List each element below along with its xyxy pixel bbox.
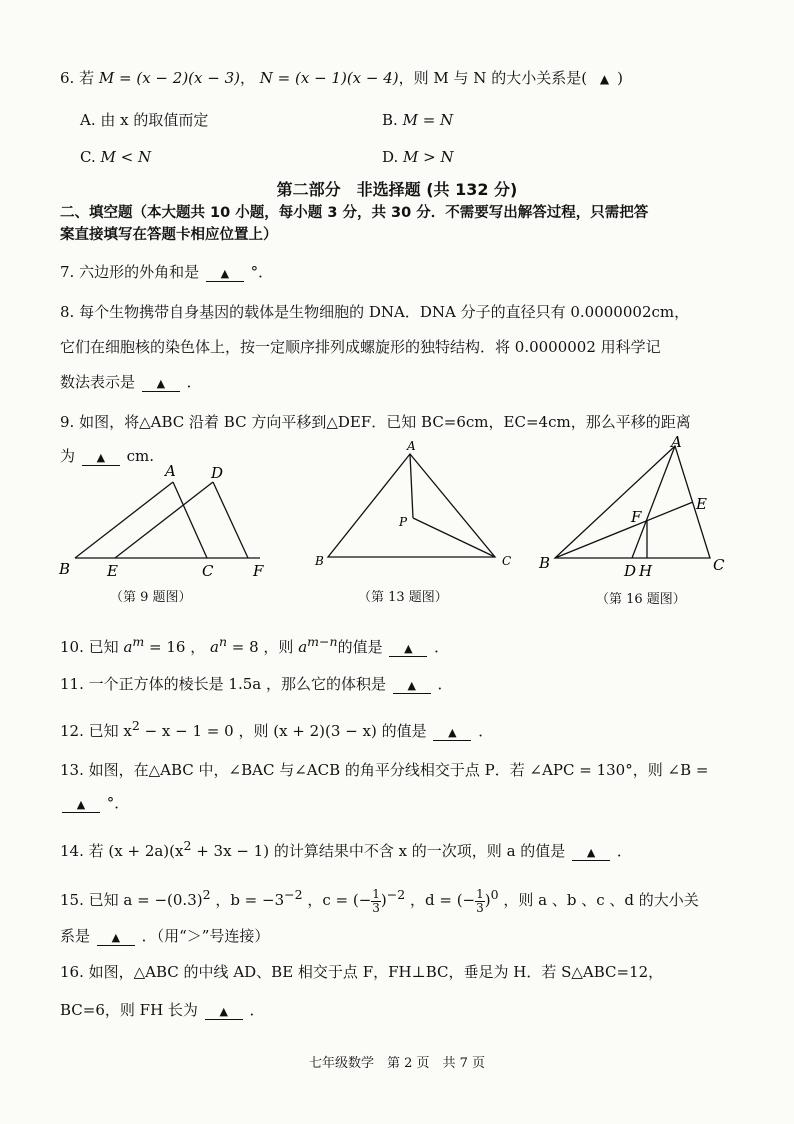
question-tail: ． xyxy=(478,722,494,740)
math-sup: n xyxy=(218,634,228,649)
segment-ba xyxy=(75,482,173,558)
math-expression: N = (x − 1)(x − 4) xyxy=(259,69,399,87)
math-expression: ，d = (− xyxy=(405,891,476,909)
label-f: F xyxy=(631,508,642,526)
question-text: 每个生物携带自身基因的载体是生物细胞的 DNA．DNA 分子的直径只有 0.0000002cm， xyxy=(79,303,690,321)
answer-blank: ▲ xyxy=(82,451,120,466)
fill-instructions-cont: 案直接填写在答题卡相应位置上） xyxy=(60,227,278,243)
question-number: 8. xyxy=(60,303,75,321)
answer-blank: ▲ xyxy=(205,1005,243,1020)
question-tail: °． xyxy=(106,794,130,812)
math-var: a xyxy=(298,638,308,656)
label-f: F xyxy=(253,562,264,580)
segment-ed xyxy=(115,482,213,558)
question-16-line-2 xyxy=(60,1000,754,1020)
math-var: a xyxy=(210,638,219,656)
question-11 xyxy=(60,674,754,694)
question-tail: cm. xyxy=(126,447,154,465)
math-sup: 2 xyxy=(183,838,192,853)
question-15: 15. 已知 $a = -(0.3)^2$ ，$b = -3^{-2}$ ，c = (− $\frac{1}{3}$ )$^{-2}$ ，d = (− $\frac{1}{3}$ )$^0$ ，则 a 、b 、c 、d 的大小关 xyxy=(60,886,699,915)
math-sup: −2 xyxy=(284,887,303,902)
question-12 xyxy=(60,716,754,741)
figure-13 xyxy=(310,440,530,580)
option-label: C. xyxy=(80,148,96,166)
caption-fig-16: （第 16 题图） xyxy=(596,592,686,607)
fraction-denominator: 3 xyxy=(476,900,484,915)
question-13-line-2 xyxy=(60,793,754,813)
question-text: 如图，将△ABC 沿着 BC 方向平移到△DEF．已知 BC=6cm，EC=4cm，那么平移的距离 xyxy=(79,413,691,431)
fraction xyxy=(371,888,381,915)
question-8-line-3 xyxy=(60,372,754,392)
label-c: C xyxy=(713,556,725,574)
question-number: 12. xyxy=(60,722,84,740)
math-expression: M = (x − 2)(x − 3) xyxy=(98,69,240,87)
question-text: 的值是 xyxy=(337,638,383,656)
triangle-abc xyxy=(555,446,710,558)
label-d: D xyxy=(211,464,224,482)
question-number: 14. xyxy=(60,842,84,860)
option-label: A. xyxy=(80,111,96,129)
question-text: 如图，在△ABC 中，∠BAC 与∠ACB 的角平分线相交于点 P．若 ∠APC = 130°，则 ∠B = xyxy=(88,761,709,779)
question-6 xyxy=(60,68,754,89)
answer-blank: ▲ xyxy=(389,642,427,657)
label-e: E xyxy=(107,562,118,580)
option-label: B. xyxy=(382,111,398,129)
question-text: 六边形的外角和是 xyxy=(79,263,200,281)
fraction-denominator: 3 xyxy=(372,900,380,915)
fraction xyxy=(475,888,485,915)
question-text: 已知 xyxy=(88,638,119,656)
option-d xyxy=(382,147,454,167)
math-sup: −2 xyxy=(386,887,406,902)
question-tail: ． xyxy=(437,675,453,693)
question-text: ，则 M 与 N 的大小关系是( xyxy=(398,69,588,87)
question-8-line-2: 它们在细胞核的染色体上，按一定顺序排列成螺旋形的独特结构．将 0.0000002 用科学记 xyxy=(60,338,661,356)
question-tail: ． xyxy=(186,373,202,391)
option-text: M < N xyxy=(100,148,152,166)
question-tail: ．（用“＞”号连接） xyxy=(141,927,270,945)
question-tail: ． xyxy=(434,638,450,656)
question-text: + 3x − 1) 的计算结果中不含 x 的一次项，则 a 的值是 xyxy=(191,842,566,860)
option-text: M > N xyxy=(403,148,454,166)
caption-fig-13: （第 13 题图） xyxy=(358,590,448,605)
question-number: 6. xyxy=(60,69,75,87)
math-var: a xyxy=(123,638,133,656)
question-tail: °． xyxy=(250,263,274,281)
question-number: 10. xyxy=(60,638,84,656)
question-15-line-2 xyxy=(60,926,754,946)
page-footer: 七年级数学 第 2 页 共 7 页 xyxy=(308,1056,486,1071)
question-text: 已知 x xyxy=(88,722,132,740)
fraction-numerator: 1 xyxy=(372,886,380,901)
segment-df xyxy=(213,482,248,558)
label-c: C xyxy=(202,562,214,580)
triangle-abc xyxy=(328,454,495,557)
label-h: H xyxy=(639,562,653,580)
question-number: 9. xyxy=(60,413,75,431)
math-sup: m−n xyxy=(307,634,338,649)
math-sup: m xyxy=(132,634,145,649)
figure-16 xyxy=(535,432,735,582)
separator: ， xyxy=(239,69,255,87)
option-b xyxy=(382,110,453,130)
math-expression: ，b = −3 xyxy=(210,891,285,909)
question-number: 11. xyxy=(60,675,84,693)
answer-blank: ▲ xyxy=(393,679,431,694)
question-number: 16. xyxy=(60,963,84,981)
question-text: − x − 1 = 0 ，则 (x + 2)(3 − x) 的值是 xyxy=(139,722,427,740)
segment-ap xyxy=(410,454,413,518)
question-7 xyxy=(60,262,754,282)
math-expression: 已知 a = −(0.3) xyxy=(88,891,203,909)
question-number: 7. xyxy=(60,263,75,281)
math-sup: 2 xyxy=(131,718,140,733)
question-number: 13. xyxy=(60,761,84,779)
question-13 xyxy=(60,760,754,780)
math-expression: ，c = (− xyxy=(302,891,372,909)
option-c xyxy=(80,147,151,167)
question-text: 若 (x + 2a)(x xyxy=(88,842,184,860)
label-a: A xyxy=(407,439,416,453)
median-ad xyxy=(632,446,675,558)
segment-pc xyxy=(413,518,495,557)
label-d: D xyxy=(624,562,637,580)
math-sup: 0 xyxy=(490,887,499,902)
label-a: A xyxy=(165,462,176,480)
question-text: 数法表示是 xyxy=(60,373,136,391)
fill-instructions: 二、填空题（本大题共 10 小题，每小题 3 分，共 30 分．不需要写出解答过程，只需把答 xyxy=(60,205,649,221)
answer-blank: ▲ xyxy=(142,377,180,392)
question-text: ，则 a 、b 、c 、d 的大小关 xyxy=(498,891,699,909)
math-expression: = 16 ， xyxy=(144,638,206,656)
question-text: 系是 xyxy=(60,927,91,945)
math-expression: = 8 ，则 xyxy=(227,638,294,656)
question-text: 为 xyxy=(60,447,76,465)
answer-blank: ▲ xyxy=(572,846,610,861)
question-16 xyxy=(60,962,754,982)
answer-blank: ▲ xyxy=(206,267,244,282)
answer-blank: ▲ xyxy=(97,931,135,946)
label-b: B xyxy=(59,560,71,578)
label-e: E xyxy=(696,495,707,513)
question-text: BC=6，则 FH 长为 xyxy=(60,1001,198,1019)
question-number: 15. xyxy=(60,891,84,909)
answer-blank: ▲ xyxy=(433,726,471,741)
answer-mark: ▲ xyxy=(599,72,610,86)
figure-9 xyxy=(55,460,275,580)
label-p: P xyxy=(399,515,408,529)
option-text: M = N xyxy=(402,111,454,129)
label-c: C xyxy=(502,554,512,568)
question-10 xyxy=(60,632,754,657)
question-8 xyxy=(60,302,754,322)
label-b: B xyxy=(315,554,324,568)
answer-blank: ▲ xyxy=(62,798,100,813)
question-14 xyxy=(60,836,754,861)
question-text: 若 xyxy=(79,69,95,87)
math-sup: 2 xyxy=(202,887,211,902)
option-a xyxy=(80,110,208,130)
question-9 xyxy=(60,412,754,432)
question-tail: ． xyxy=(616,842,632,860)
question-text: 如图，△ABC 的中线 AD、BE 相交于点 F，FH⊥BC，垂足为 H．若 S△ABC=12， xyxy=(88,963,664,981)
median-be xyxy=(555,502,693,558)
option-label: D. xyxy=(382,148,399,166)
label-b: B xyxy=(539,554,551,572)
label-a: A xyxy=(671,433,682,451)
question-text: 一个正方体的棱长是 1.5a ，那么它的体积是 xyxy=(88,675,386,693)
option-text: 由 x 的取值而定 xyxy=(100,111,209,129)
question-tail: ． xyxy=(249,1001,265,1019)
caption-fig-9: （第 9 题图） xyxy=(110,590,192,605)
paren: ) xyxy=(617,69,623,87)
section-title: 第二部分 非选择题 (共 132 分) xyxy=(276,180,518,199)
segment-ac xyxy=(173,482,207,558)
fraction-numerator: 1 xyxy=(476,886,484,901)
